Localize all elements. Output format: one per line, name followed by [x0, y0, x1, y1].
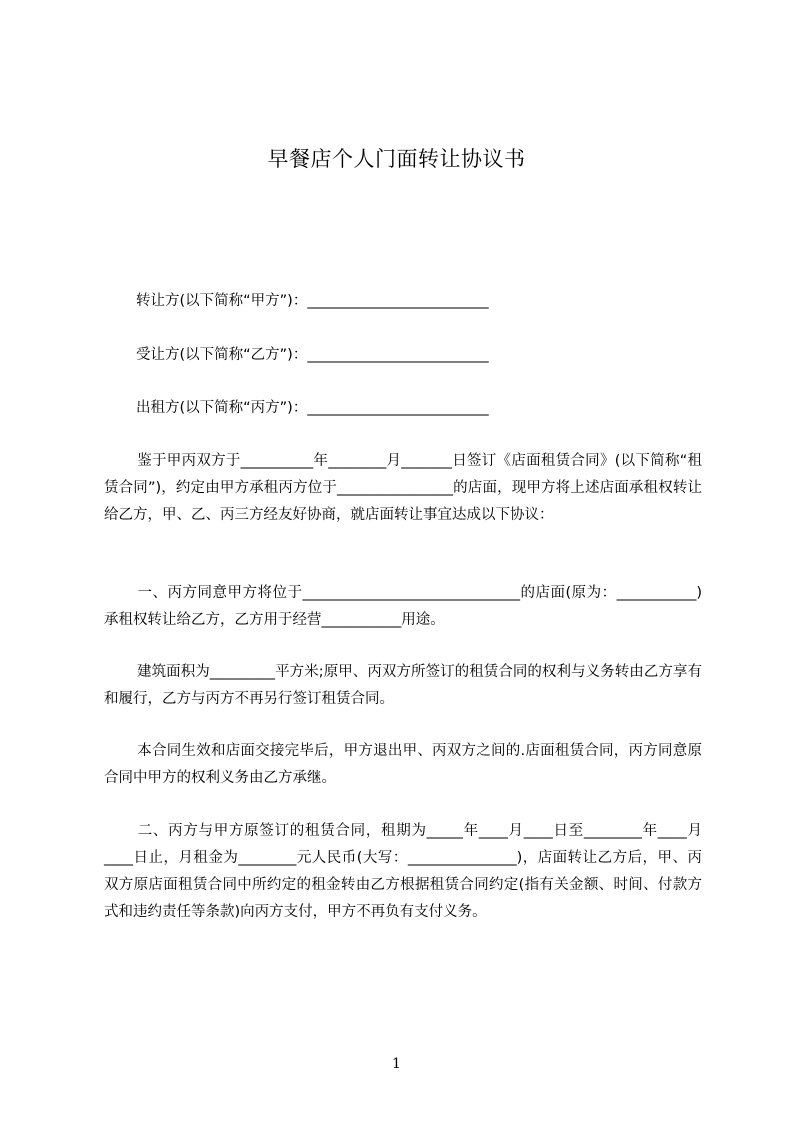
party-lessor: 出租方(以下简称“丙方”)：_________________________ — [136, 400, 489, 416]
page-number: 1 — [392, 1056, 401, 1072]
party-transferee: 受让方(以下简称“乙方”)：_________________________ — [136, 347, 489, 363]
paragraph-text: 二、丙方与甲方原签订的租赁合同，租期为_____年____月____日至________年____月____日止，月租金为________元人民币(大写：_______________)，店面转让乙方后，甲、丙双方原店面租赁合同中所约定的租金转由乙方根据租赁合同约定(指有关金额、时间、付款方式和违约责任等条款)向丙方支付，甲方不再负有支付义务。 — [104, 823, 702, 920]
paragraph-text: 建筑面积为_________平方米;原甲、丙双方所签订的租赁合同的权利与义务转由乙方享有和履行，乙方与丙方不再另行签订租赁合同。 — [104, 664, 702, 707]
paragraph-clause-one — [104, 580, 702, 634]
document-title: 早餐店个人门面转让协议书 — [267, 147, 526, 171]
party-transferor: 转让方(以下简称“甲方”)：_________________________ — [136, 293, 489, 309]
paragraph-clause-two — [104, 818, 702, 926]
paragraph-floor-area — [104, 659, 702, 713]
paragraph-text: 鉴于甲丙双方于__________年________月_______日签订《店面租赁合同》(以下简称“租赁合同”)，约定由甲方承租丙方位于________________的店面，现甲方将上述店面承租权转让给乙方，甲、乙、丙三方经友好协商，就店面转让事宜达成以下协议： — [104, 453, 702, 523]
paragraph-recital — [104, 448, 702, 529]
paragraph-text: 一、丙方同意甲方将位于______________________________的店面(原为：___________)承租权转让给乙方，乙方用于经营___________用途。 — [104, 585, 702, 628]
paragraph-effectiveness — [104, 738, 702, 792]
paragraph-text: 本合同生效和店面交接完毕后，甲方退出甲、丙双方之间的.店面租赁合同，丙方同意原合同中甲方的权利义务由乙方承继。 — [104, 743, 702, 786]
